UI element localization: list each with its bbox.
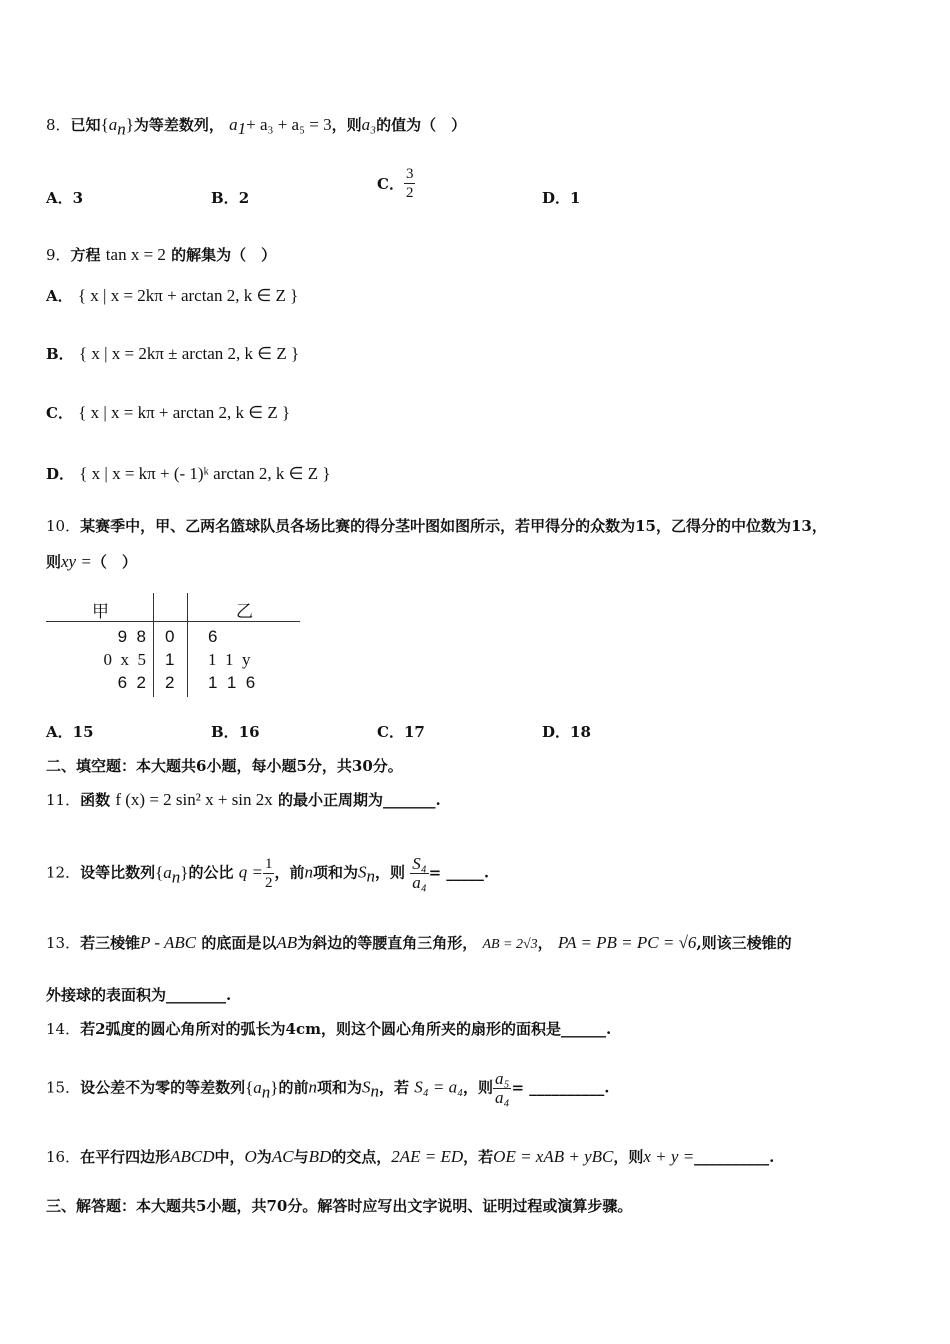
stem-leaf-left-header: 甲 — [92, 602, 109, 621]
q16-stem: 16．在平行四边形ABCD中，O为AC与BD的交点，2AE = ED，若OE = xAB + yBC，则x + y =__________. — [46, 1147, 775, 1166]
q10-option-a[interactable]: A．15 — [46, 723, 94, 741]
stem-leaf-plot: 甲 乙 9 8 0 6 0 x 5 1 1 1 y 6 2 2 1 1 6 — [46, 593, 300, 697]
q10-option-c[interactable]: C．17 — [377, 723, 425, 741]
q13-stem-2: 外接球的表面积为________. — [46, 986, 232, 1004]
q8-option-c[interactable]: C． $\frac{3}{2}$ — [377, 166, 414, 201]
q10-stem: 10．某赛季中，甲、乙两名篮球队员各场比赛的得分茎叶图如图所示，若甲得分的众数为15，乙得分的中位数为13， — [46, 517, 827, 535]
section-2-heading: 二、填空题：本大题共6小题，每小题5分，共30分。 — [46, 757, 403, 775]
q13-stem: 13．若三棱锥P - ABC 的底面是以AB为斜边的等腰直角三角形， AB = 2√3， PA = PB = PC = √6,则该三棱锥的 — [46, 933, 792, 952]
q8-option-a[interactable]: A．3 — [46, 189, 84, 207]
q12-stem: 12．设等比数列$\{a_n\}$的公比 q = $\frac{1}{2}$ ，前n项和为$S_n$，则 $\frac{\text{S₄}}{\text{a₄}}$ = _____. — [46, 854, 490, 892]
q9-option-c[interactable]: C． { x | x = kπ + arctan 2, k ∈ Z } — [46, 403, 291, 422]
q14-stem: 14．若2弧度的圆心角所对的弧长为4cm，则这个圆心角所夹的扇形的面积是______. — [46, 1020, 612, 1038]
q8-stem: 8．已知$\{a_n\}$为等差数列， $a_1+ a_3 + a_5 = 3$，则a₃的值为（ ） — [46, 115, 467, 139]
q8-option-d[interactable]: D．1 — [542, 189, 581, 207]
q15-stem: 15．设公差不为零的等差数列$\{a_n\}$的前n项和为$S_n$，若 S₄ = a₄，则 $\frac{\text{a₅}}{\text{a₄}}$ = __________. — [46, 1069, 610, 1107]
q8-option-b[interactable]: B．2 — [211, 189, 250, 207]
q9-stem: 9．方程 tan x = 2 的解集为（ ） — [46, 245, 277, 264]
q11-stem: 11．函数 f (x) = 2 sin² x + sin 2x 的最小正周期为_______. — [46, 790, 441, 809]
q9-option-d[interactable]: D． { x | x = kπ + (- 1)ᵏ arctan 2, k ∈ Z } — [46, 464, 331, 483]
stem-leaf-right-header: 乙 — [236, 602, 253, 621]
section-3-heading: 三、解答题：本大题共5小题，共70分。解答时应写出文字说明、证明过程或演算步骤。 — [46, 1197, 633, 1215]
q9-option-b[interactable]: B． { x | x = 2kπ ± arctan 2, k ∈ Z } — [46, 344, 300, 363]
q10-option-d[interactable]: D．18 — [542, 723, 591, 741]
q10-option-b[interactable]: B．16 — [211, 723, 260, 741]
q10-stem-2: 则xy =（ ） — [46, 552, 137, 571]
q9-option-a[interactable]: A． { x | x = 2kπ + arctan 2, k ∈ Z } — [46, 286, 299, 305]
